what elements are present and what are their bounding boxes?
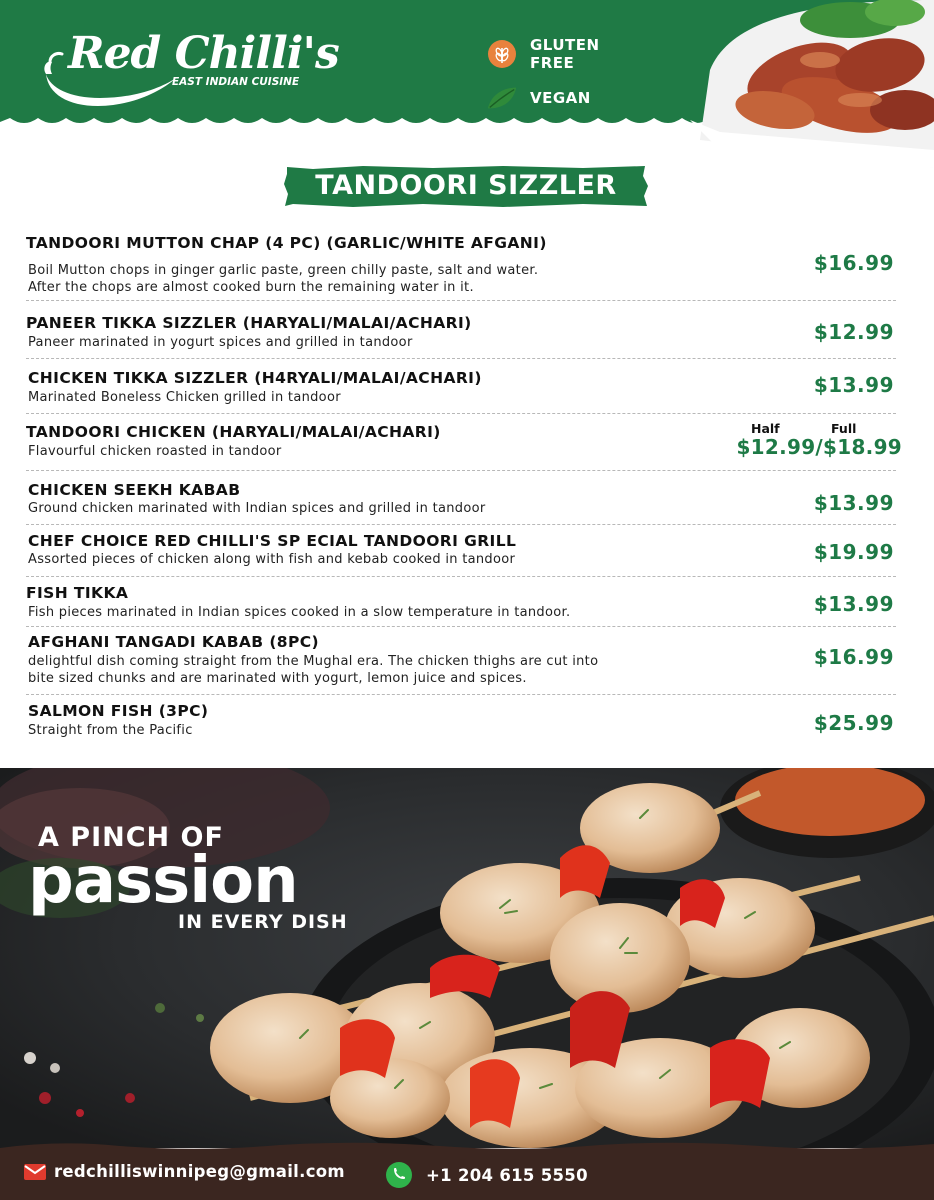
item-name: CHICKEN SEEKH KABAB — [28, 481, 241, 499]
item-name: TANDOORI MUTTON CHAP (4 PC) (GARLIC/WHITE AFGANI) — [26, 234, 547, 252]
divider — [26, 524, 896, 525]
item-description: Boil Mutton chops in ginger garlic paste, green chilly paste, salt and water. — [28, 263, 539, 278]
full-label: Full — [831, 421, 857, 436]
item-description: delightful dish coming straight from the Mughal era. The chicken thighs are cut into — [28, 654, 599, 669]
item-description: Ground chicken marinated with Indian spices and grilled in tandoor — [28, 501, 486, 516]
item-description: After the chops are almost cooked burn the remaining water in it. — [28, 280, 474, 295]
item-name: FISH TIKKA — [26, 584, 129, 602]
divider — [26, 576, 896, 577]
half-label: Half — [751, 421, 780, 436]
item-name: CHEF CHOICE RED CHILLI'S SP ECIAL TANDOORI GRILL — [28, 532, 517, 550]
footer-phone[interactable] — [386, 1162, 588, 1188]
item-description: Assorted pieces of chicken along with fish and kebab cooked in tandoor — [28, 552, 516, 567]
legend-gluten-free — [486, 36, 600, 72]
item-name: TANDOORI CHICKEN (HARYALI/MALAI/ACHARI) — [26, 423, 441, 441]
section-title-banner — [283, 164, 649, 208]
item-price: $13.99 — [813, 491, 894, 515]
slogan-line-3: IN EVERY DISH — [178, 911, 348, 933]
divider — [26, 626, 896, 627]
item-description: bite sized chunks and are marinated with yogurt, lemon juice and spices. — [28, 671, 527, 686]
wheat-icon — [486, 38, 518, 70]
section-title: TANDOORI SIZZLER — [315, 170, 617, 201]
slogan-line-2: passion — [28, 844, 298, 918]
divider — [26, 300, 896, 301]
dietary-legend — [486, 36, 600, 114]
divider — [26, 413, 896, 414]
legend-gluten-free-line2: FREE — [530, 54, 575, 72]
item-price: $19.99 — [813, 540, 894, 564]
half-full-price — [716, 421, 902, 481]
legend-gluten-free-line1: GLUTEN — [530, 36, 600, 54]
legend-vegan — [486, 82, 600, 114]
item-price: $16.99 — [813, 251, 894, 275]
brand-logo — [40, 28, 339, 108]
item-price: $12.99/$18.99 — [736, 435, 902, 459]
leaf-icon — [486, 82, 518, 114]
legend-vegan-label: VEGAN — [530, 89, 591, 107]
item-description: Straight from the Pacific — [28, 723, 193, 738]
email-address[interactable]: redchilliswinnipeg@gmail.com — [54, 1162, 345, 1181]
item-price: $16.99 — [813, 645, 894, 669]
brand-name: Red Chilli's — [68, 28, 339, 79]
phone-number[interactable]: +1 204 615 5550 — [426, 1165, 588, 1185]
item-price: $13.99 — [813, 373, 894, 397]
divider — [26, 470, 896, 471]
item-description: Fish pieces marinated in Indian spices cooked in a slow temperature in tandoor. — [28, 605, 571, 620]
slogan-line-1: A PINCH OF — [38, 822, 224, 853]
brand-tagline: EAST INDIAN CUISINE — [172, 76, 300, 88]
item-price: $13.99 — [813, 592, 894, 616]
divider — [26, 358, 896, 359]
tandoori-chicken-photo — [690, 0, 934, 168]
mail-icon — [24, 1164, 46, 1180]
item-price: $25.99 — [813, 711, 894, 735]
header — [0, 0, 934, 140]
item-description: Paneer marinated in yogurt spices and grilled in tandoor — [28, 335, 413, 350]
divider — [26, 694, 896, 695]
item-price: $12.99 — [813, 320, 894, 344]
hero-slogan — [28, 822, 348, 933]
item-name: PANEER TIKKA SIZZLER (HARYALI/MALAI/ACHARI) — [26, 314, 472, 332]
item-description: Flavourful chicken roasted in tandoor — [28, 444, 282, 459]
item-name: AFGHANI TANGADI KABAB (8PC) — [28, 633, 320, 651]
footer-email[interactable] — [24, 1162, 345, 1181]
item-description: Marinated Boneless Chicken grilled in tandoor — [28, 390, 341, 405]
item-name: CHICKEN TIKKA SIZZLER (H4RYALI/MALAI/ACHARI) — [28, 369, 482, 387]
phone-icon — [386, 1162, 412, 1188]
item-name: SALMON FISH (3PC) — [28, 702, 209, 720]
